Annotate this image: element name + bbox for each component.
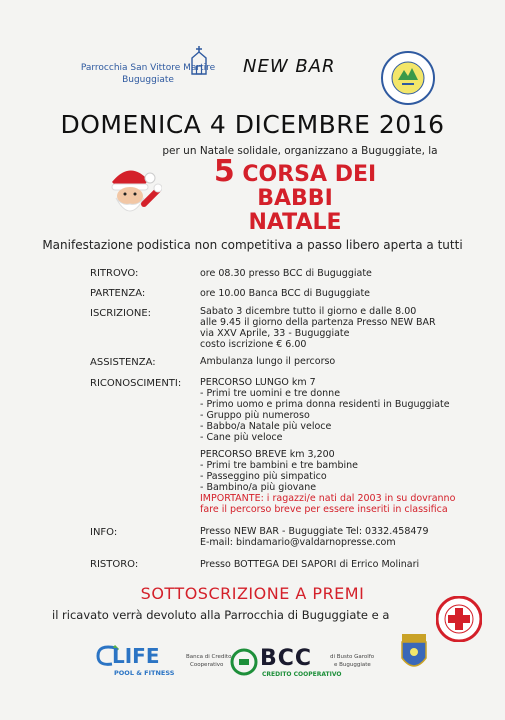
church-icon [184, 44, 214, 78]
proloco-logo [380, 50, 436, 106]
percorso-lungo [200, 377, 450, 443]
info-email: E-mail: bindamario@valdarnopresse.com [200, 537, 396, 548]
iscrizione-label: ISCRIZIONE: [90, 308, 152, 319]
event-subtitle: Manifestazione podistica non competitiva a passo libero aperta a tutti [42, 238, 463, 252]
prize-item: - Bambino/a più giovane [200, 482, 317, 493]
event-name-line1: CORSA DEI BABBI [242, 162, 377, 211]
ritrovo-value: ore 08.30 presso BCC di Buguggiate [200, 268, 372, 279]
iscrizione-line: Sabato 3 dicembre tutto il giorno e dalle 8.00 [200, 306, 417, 317]
ristoro-label: RISTORO: [90, 559, 139, 570]
iscrizione-value [200, 306, 436, 350]
prize-item: - Primo uomo e prima donna residenti in Buguggiate [200, 399, 450, 410]
edition-number: 5 [213, 154, 235, 189]
percorso-breve [200, 449, 455, 515]
life-subtext: POOL & FITNESS [114, 669, 175, 677]
prize-item: - Cane più veloce [200, 432, 283, 443]
bcc-small-2: Cooperativo [190, 662, 224, 668]
new-bar-logo: NEW BAR [243, 56, 336, 77]
premi-heading: SOTTOSCRIZIONE A PREMI [140, 584, 365, 603]
ristoro-value: Presso BOTTEGA DEI SAPORI di Errico Molinari [200, 559, 420, 570]
percorso-lungo-title: PERCORSO LUNGO km 7 [200, 377, 316, 388]
important-note: fare il percorso breve per essere inseriti in classifica [200, 504, 448, 515]
iscrizione-line: alle 9.45 il giorno della partenza Presso NEW BAR [200, 317, 436, 328]
parish-name: Parrocchia San Vittore Martire [80, 63, 216, 73]
event-intro: per un Natale solidale, organizzano a Buguggiate, la [162, 145, 438, 157]
life-sponsor-logo [94, 636, 184, 678]
event-name-line2: NATALE [248, 210, 342, 235]
prize-item: - Passeggino più simpatico [200, 471, 327, 482]
proceeds-note: il ricavato verrà devoluto alla Parrocchia di Buguggiate e a [52, 608, 390, 622]
info-value [200, 526, 429, 548]
iscrizione-line: via XXV Aprile, 33 - Buguggiate [200, 328, 350, 339]
prize-item: - Primi tre bambini e tre bambine [200, 460, 359, 471]
info-label: INFO: [90, 527, 118, 538]
bcc-sponsor-logo [186, 644, 376, 680]
santa-icon [98, 160, 162, 224]
municipal-crest-icon [396, 632, 432, 676]
ritrovo-label: RITROVO: [90, 268, 139, 279]
bcc-symbol-icon [230, 648, 258, 676]
event-name [195, 154, 395, 235]
assistenza-value: Ambulanza lungo il percorso [200, 356, 336, 367]
life-text: LIFE [112, 644, 160, 668]
prize-item: - Gruppo più numeroso [200, 410, 310, 421]
iscrizione-line: costo iscrizione € 6.00 [200, 339, 307, 350]
prize-item: - Babbo/a Natale più veloce [200, 421, 332, 432]
partenza-label: PARTENZA: [90, 288, 146, 299]
riconoscimenti-label: RICONOSCIMENTI: [90, 378, 182, 389]
bcc-small-1: Banca di Credito [186, 654, 232, 660]
red-cross-logo [436, 596, 482, 642]
percorso-breve-title: PERCORSO BREVE km 3,200 [200, 449, 335, 460]
bcc-text: BCC [260, 646, 313, 671]
assistenza-label: ASSISTENZA: [90, 357, 156, 368]
important-note: IMPORTANTE: i ragazzi/e nati dal 2003 in su dovranno [200, 493, 456, 504]
bcc-subtext: CREDITO COOPERATIVO [262, 671, 342, 678]
bcc-right-2: e Buguggiate [334, 662, 371, 668]
bcc-right-1: di Busto Garolfo [330, 654, 375, 660]
partenza-value: ore 10.00 Banca BCC di Buguggiate [200, 288, 371, 299]
parish-place: Buguggiate [122, 75, 174, 85]
info-phone: Presso NEW BAR - Buguggiate Tel: 0332.458479 [200, 526, 429, 537]
prize-item: - Primi tre uomini e tre donne [200, 388, 341, 399]
event-date: DOMENICA 4 DICEMBRE 2016 [60, 110, 445, 139]
